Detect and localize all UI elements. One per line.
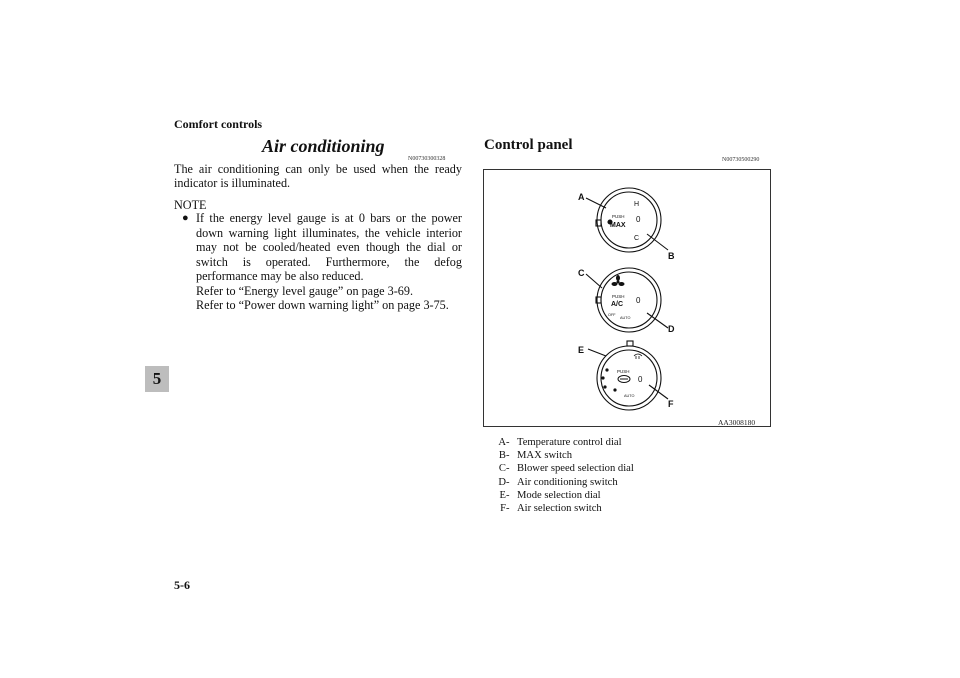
dial-label-auto-2: AUTO bbox=[624, 394, 635, 398]
control-panel-title: Control panel bbox=[484, 137, 573, 153]
air-conditioning-body: The air conditioning can only be used when the ready indicator is illuminated. bbox=[174, 162, 462, 190]
legend-item: B- MAX switch bbox=[498, 450, 573, 462]
temperature-dial bbox=[596, 188, 661, 252]
dial-label-push-2: PUSH bbox=[612, 294, 625, 299]
mode-dial bbox=[597, 341, 661, 410]
dial-label-ac: A/C bbox=[611, 301, 624, 308]
legend-item: C- Blower speed selection dial bbox=[498, 463, 634, 475]
note-ref-power-down: Refer to “Power down warning light” on page 3-75. bbox=[196, 298, 449, 312]
note-label: NOTE bbox=[174, 198, 207, 212]
page-number: 5-6 bbox=[174, 578, 190, 592]
control-panel-code: N00730500290 bbox=[722, 157, 760, 163]
blower-dial bbox=[596, 268, 661, 332]
dial-label-push-3: PUSH bbox=[617, 369, 630, 374]
air-conditioning-code: N00730300328 bbox=[408, 156, 446, 162]
note-text: If the energy level gauge is at 0 bars or the power down warning light illuminates, the vehicle interior may not be cooled/heated even though the dial or switch is operated. Furthermore, the defog performance may be also reduced. bbox=[196, 211, 462, 283]
section-header: Comfort controls bbox=[174, 117, 263, 131]
callout-e: E bbox=[578, 345, 585, 355]
dial-label-h: H bbox=[634, 201, 640, 208]
callout-line-b bbox=[647, 234, 668, 250]
callout-line-e bbox=[588, 349, 606, 356]
chapter-tab: 5 bbox=[145, 366, 169, 392]
legend-item: D- Air conditioning switch bbox=[498, 476, 618, 488]
legend-list bbox=[491, 436, 634, 515]
dial-label-c: C bbox=[634, 235, 640, 242]
dial-label-max: MAX bbox=[610, 222, 626, 229]
figure-id: AA3008180 bbox=[718, 418, 756, 427]
dial-label-zero-3: 0 bbox=[638, 375, 643, 384]
callout-c: C bbox=[578, 268, 585, 278]
defrost-icon bbox=[634, 354, 642, 359]
callout-line-a bbox=[586, 198, 606, 208]
callout-a: A bbox=[578, 192, 585, 202]
callout-line-c bbox=[586, 274, 602, 288]
bullet-icon: ● bbox=[182, 212, 189, 224]
air-conditioning-title: Air conditioning bbox=[262, 136, 385, 156]
callout-d: D bbox=[668, 324, 675, 334]
callout-line-f bbox=[649, 385, 668, 399]
dial-label-push-1: PUSH bbox=[612, 214, 625, 219]
dial-label-zero-1: 0 bbox=[636, 215, 641, 224]
callout-f: F bbox=[668, 399, 674, 409]
recirculation-icon bbox=[618, 376, 630, 383]
legend-item: F- Air selection switch bbox=[500, 503, 602, 515]
vent-mode-icons bbox=[601, 368, 616, 391]
legend-item: E- Mode selection dial bbox=[499, 489, 601, 501]
control-panel-illustration bbox=[484, 170, 770, 426]
note-ref-energy-gauge: Refer to “Energy level gauge” on page 3-69. bbox=[196, 283, 414, 298]
legend-item: A- Temperature control dial bbox=[498, 437, 622, 448]
callout-b: B bbox=[668, 251, 675, 261]
dial-label-off: OFF bbox=[608, 313, 616, 317]
dial-label-auto-1: AUTO bbox=[620, 316, 631, 320]
note-item bbox=[182, 211, 462, 313]
dial-label-zero-2: 0 bbox=[636, 296, 641, 305]
control-panel-figure bbox=[483, 169, 771, 427]
